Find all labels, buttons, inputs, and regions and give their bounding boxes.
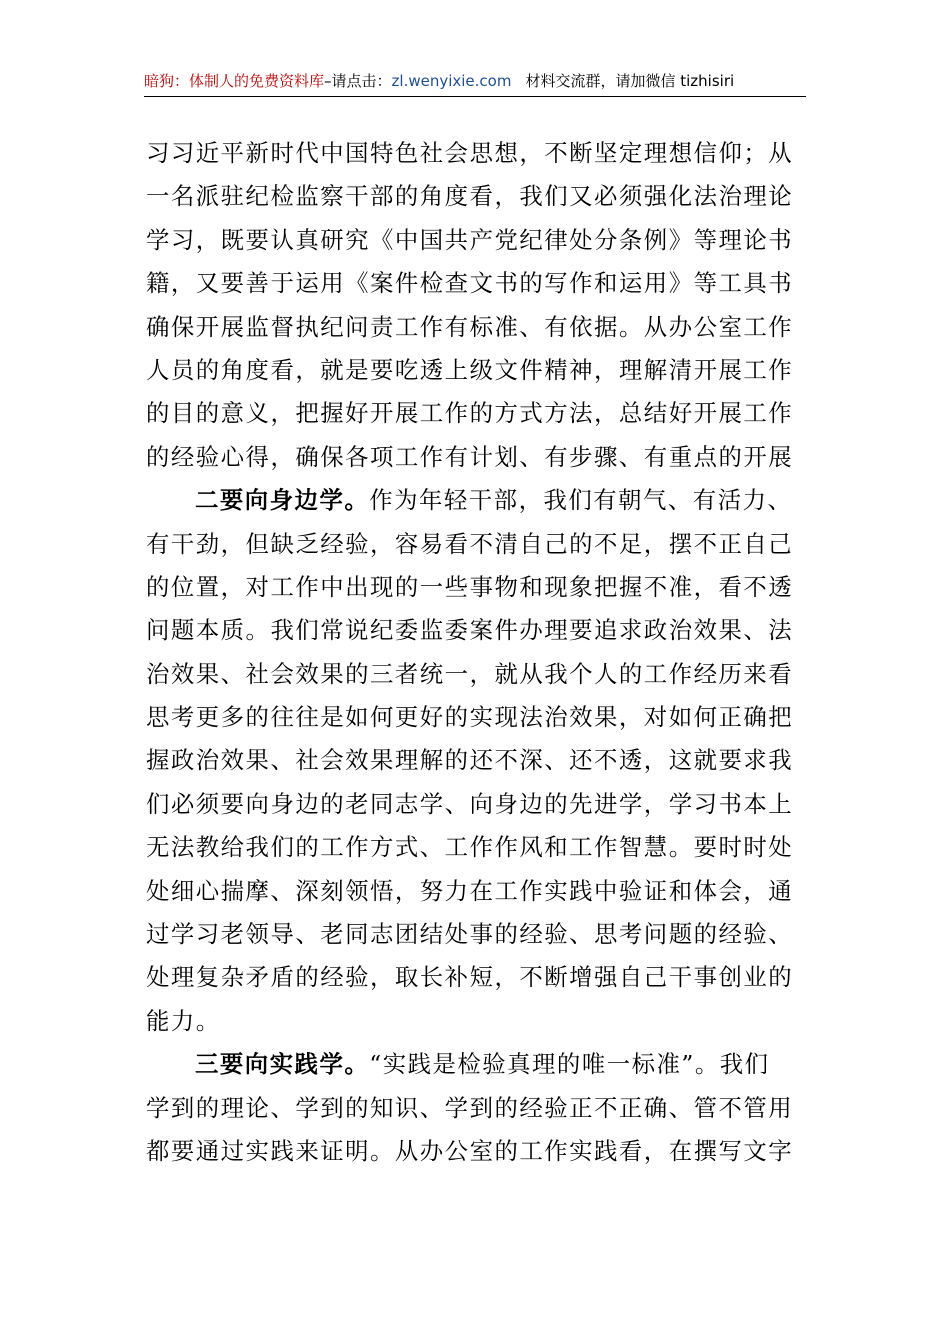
paragraph-line: 都要通过实践来证明。从办公室的工作实践看，在撰写文字 xyxy=(146,1136,794,1165)
paragraph-line: 无法教给我们的工作方式、工作作风和工作智慧。要时时处 xyxy=(146,833,794,862)
paragraph-line: 的经验心得，确保各项工作有计划、有步骤、有重点的开展 xyxy=(146,442,794,471)
page-header xyxy=(144,70,806,97)
paragraph-line: 学到的理论、学到的知识、学到的经验正不正确、管不管用 xyxy=(146,1093,794,1122)
paragraph-line: 问题本质。我们常说纪委监委案件办理要追求政治效果、法 xyxy=(146,616,794,645)
paragraph-line: 思考更多的往往是如何更好的实现法治效果，对如何正确把 xyxy=(146,703,794,732)
paragraph-line: 确保开展监督执纪问责工作有标准、有依据。从办公室工作 xyxy=(146,312,794,341)
paragraph-line: 人员的角度看，就是要吃透上级文件精神，理解清开展工作 xyxy=(146,355,794,384)
document-body xyxy=(146,132,816,1173)
paragraph-line: 一名派驻纪检监察干部的角度看，我们又必须强化法治理论 xyxy=(146,182,794,211)
section2-first-line-text: 作为年轻干部，我们有朝气、有活力、 xyxy=(369,486,793,515)
section3-first-line-text: “实践是检验真理的唯一标准”。我们 xyxy=(369,1050,770,1079)
section3-heading: 三要向实践学。 xyxy=(195,1050,370,1079)
paragraph-line: 治效果、社会效果的三者统一，就从我个人的工作经历来看 xyxy=(146,659,794,688)
paragraph-line: 的目的意义，把握好开展工作的方式方法，总结好开展工作 xyxy=(146,399,794,428)
paragraph-line: 握政治效果、社会效果理解的还不深、还不透，这就要求我 xyxy=(146,746,794,775)
paragraph-line: 过学习老领导、老同志团结处事的经验、思考问题的经验、 xyxy=(146,920,794,949)
section3-first-line xyxy=(146,1043,816,1086)
section2-heading: 二要向身边学。 xyxy=(195,486,370,515)
paragraph-line: 们必须要向身边的老同志学、向身边的先进学，学习书本上 xyxy=(146,789,794,818)
header-click-prefix: –请点击： xyxy=(324,72,392,90)
paragraph-line: 习习近平新时代中国特色社会思想，不断坚定理想信仰；从 xyxy=(146,139,794,167)
paragraph-line: 的位置，对工作中出现的一些事物和现象把握不准，看不透 xyxy=(146,572,794,601)
paragraph-line: 处细心揣摩、深刻领悟，努力在工作实践中验证和体会，通 xyxy=(146,876,794,905)
paragraph-line: 能力。 xyxy=(146,1006,221,1035)
paragraph-line: 有干劲，但缺乏经验，容易看不清自己的不足，摆不正自己 xyxy=(146,529,794,558)
paragraph-line: 学习，既要认真研究《中国共产党纪律处分条例》等理论书 xyxy=(146,225,794,254)
header-brand: 暗狗：体制人的免费资料库 xyxy=(144,72,325,90)
paragraph-line: 处理复杂矛盾的经验，取长补短，不断增强自己干事创业的 xyxy=(146,963,794,992)
paragraph-line: 籍，又要善于运用《案件检查文书的写作和运用》等工具书 xyxy=(146,269,794,298)
section2-first-line xyxy=(146,479,816,522)
header-url-link[interactable]: zl.wenyixie.com xyxy=(391,72,512,90)
header-group-text: 材料交流群，请加微信 tizhisiri xyxy=(525,72,735,90)
